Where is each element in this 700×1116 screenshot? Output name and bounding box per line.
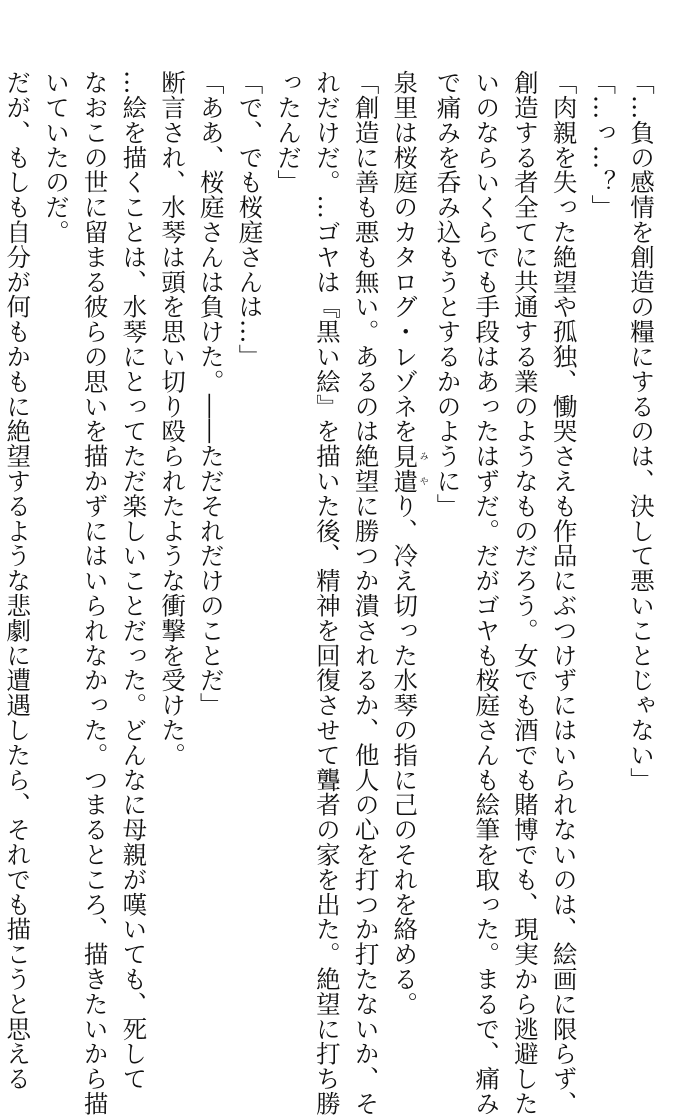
text-line-7-after: り、冷え切った水琴の指に己のそれを絡める。 — [390, 493, 420, 1017]
text-line-12: 「ああ、桜庭さんは負けた。――ただそれだけのことだ」 — [196, 70, 226, 718]
text-line-7 — [385, 70, 428, 1017]
text-line-14: …絵を描くことは、水琴にとってただ楽しいことだった。どんなに母親が嘆いても、死して — [119, 70, 149, 1091]
ruby-miyari — [390, 443, 428, 494]
ruby-base: 見遣 — [390, 443, 420, 494]
text-line-4: 創造する者全てに共通する業のようなものだろう。女でも酒でも賭博でも、現実から逃避した — [510, 70, 540, 1116]
text-line-9: れだけだ。…ゴヤは『黒い絵』を描いた後、精神を回復させて聾者の家を出た。絶望に打ち勝 — [312, 70, 342, 1116]
text-line-3: 「肉親を失った絶望や孤独、慟哭さえも作品にぶつけずにはいられないのは、絵画に限らず、 — [549, 70, 579, 1116]
text-line-8: 「創造に善も悪も無い。あるのは絶望に勝つか潰されるか、他人の心を打つか打たないか、そ — [351, 70, 381, 1116]
vertical-text-body — [3, 70, 660, 1116]
text-line-7-before: 泉里は桜庭のカタログ・レゾネを — [390, 70, 420, 444]
text-line-10: ったんだ」 — [274, 70, 304, 195]
ruby-reading: みや — [417, 443, 428, 494]
text-line-6: で痛みを呑み込もうとするかのように」 — [433, 70, 463, 519]
text-line-17: だが、もしも自分が何もかもに絶望するような悲劇に遭遇したら、それでも描こうと思える — [3, 70, 33, 1091]
text-line-11: 「で、でも桜庭さんは…」 — [235, 70, 265, 369]
text-line-15: なおこの世に留まる彼らの思いを描かずにはいられなかった。つまるところ、描きたいから描 — [80, 70, 110, 1116]
text-line-1: 「…負の感情を創造の糧にするのは、決して悪いことじゃない」 — [627, 70, 656, 793]
text-line-16: いていたのだ。 — [41, 70, 71, 245]
text-line-5: いのならいくらでも手段はあったはずだ。だがゴヤも桜庭さんも絵筆を取った。まるで、痛み — [472, 70, 502, 1116]
text-line-13: 断言され、水琴は頭を思い切り殴られたような衝撃を受けた。 — [158, 70, 188, 768]
text-line-2: 「…っ…？」 — [588, 70, 618, 220]
